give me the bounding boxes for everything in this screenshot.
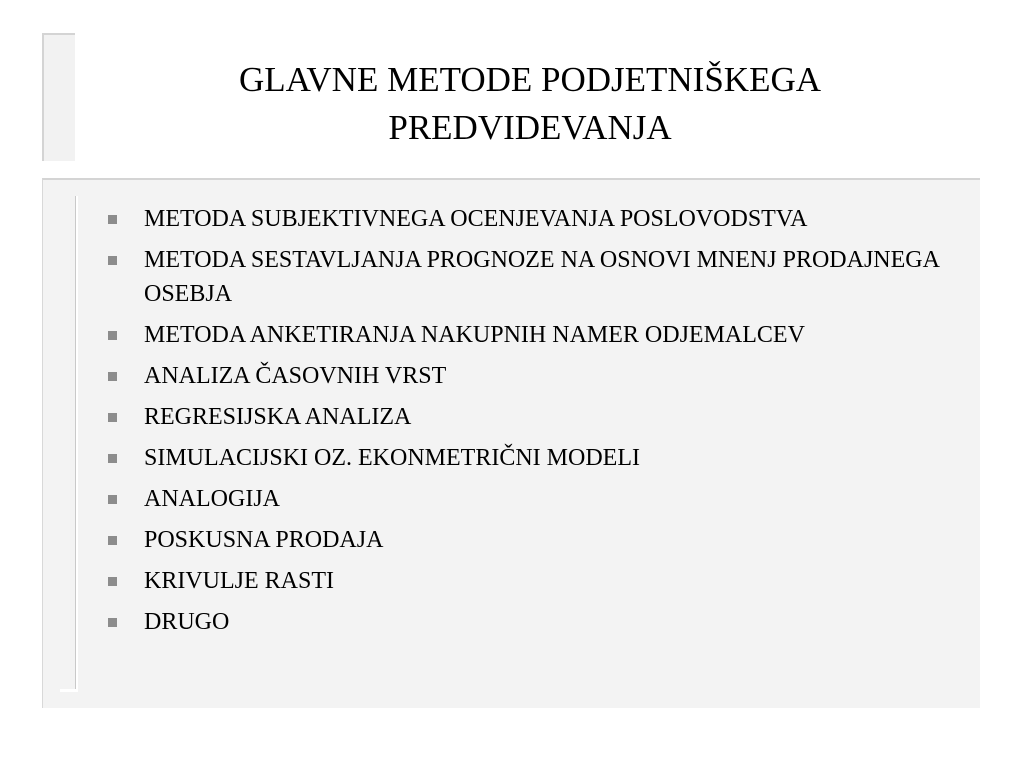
square-bullet-icon — [108, 495, 117, 504]
bullet-item-6 — [105, 441, 965, 475]
slide-title — [80, 56, 980, 152]
square-bullet-icon — [108, 256, 117, 265]
slide-title-line-1: GLAVNE METODE PODJETNIŠKEGA — [238, 60, 822, 99]
bullet-item-10 — [105, 605, 965, 639]
bullet-item-7 — [105, 482, 965, 516]
bullet-item-4 — [105, 359, 965, 393]
bullet-text: SIMULACIJSKI OZ. EKONMETRIČNI MODELI — [144, 445, 640, 471]
square-bullet-icon — [108, 536, 117, 545]
bullet-item-1 — [105, 202, 965, 236]
bullet-text: ANALIZA ČASOVNIH VRST — [144, 363, 447, 389]
square-bullet-icon — [108, 577, 117, 586]
square-bullet-icon — [108, 331, 117, 340]
square-bullet-icon — [108, 413, 117, 422]
square-bullet-icon — [108, 618, 117, 627]
bullet-item-5 — [105, 400, 965, 434]
bullet-text: POSKUSNA PRODAJA — [144, 527, 384, 553]
bullet-item-3 — [105, 318, 965, 352]
title-decorative-frame — [42, 33, 75, 161]
square-bullet-icon — [108, 454, 117, 463]
bullet-text: KRIVULJE RASTI — [144, 568, 334, 594]
bullet-list — [105, 202, 965, 646]
square-bullet-icon — [108, 215, 117, 224]
bullet-text: DRUGO — [144, 609, 230, 635]
bullet-item-8 — [105, 523, 965, 557]
bullet-text: METODA SESTAVLJANJA PROGNOZE NA OSNOVI MNENJ PRODAJNEGA OSEBJA — [144, 247, 939, 307]
bullet-text: METODA ANKETIRANJA NAKUPNIH NAMER ODJEMALCEV — [144, 322, 805, 348]
content-decorative-frame — [60, 196, 78, 692]
slide-title-line-2: PREDVIDEVANJA — [388, 108, 672, 147]
bullet-item-2 — [105, 243, 965, 311]
content-panel — [42, 178, 980, 708]
square-bullet-icon — [108, 372, 117, 381]
bullet-item-9 — [105, 564, 965, 598]
bullet-text: METODA SUBJEKTIVNEGA OCENJEVANJA POSLOVODSTVA — [144, 206, 808, 232]
bullet-text: ANALOGIJA — [144, 486, 280, 512]
bullet-text: REGRESIJSKA ANALIZA — [144, 404, 412, 430]
